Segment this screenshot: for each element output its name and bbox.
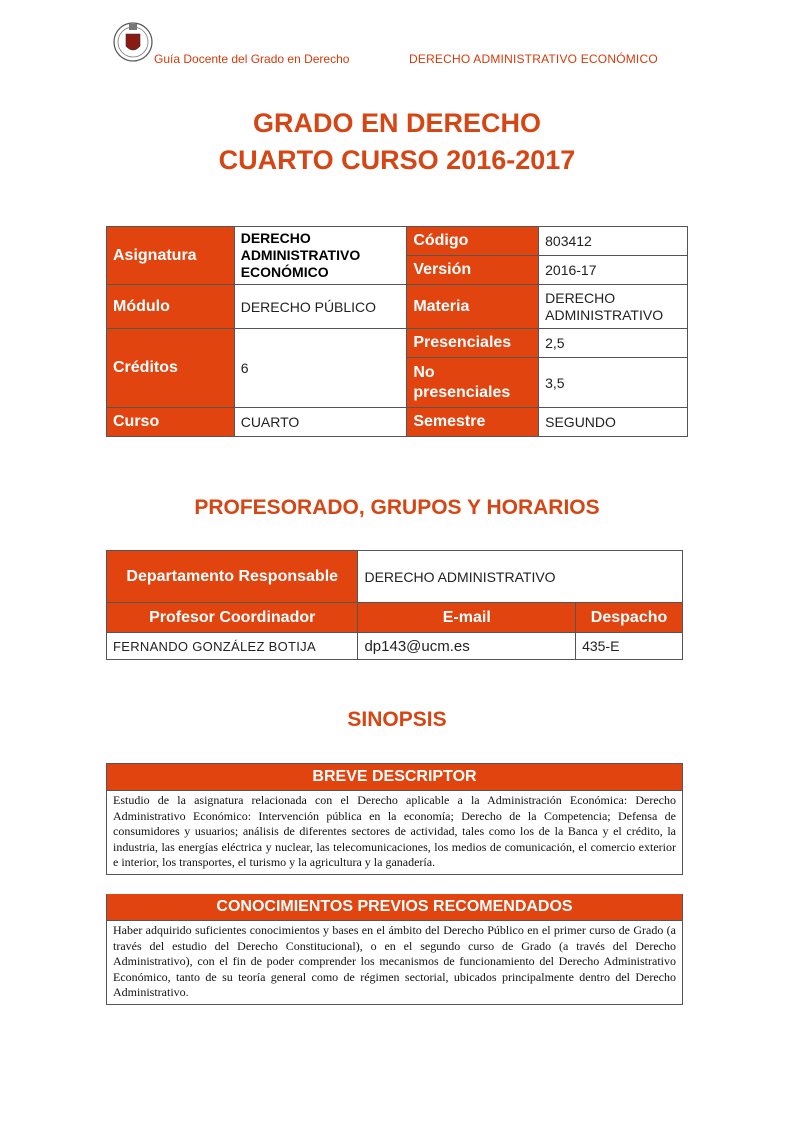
header-profesor: Profesor Coordinador bbox=[107, 603, 358, 633]
version-value: 2016-17 bbox=[539, 256, 688, 285]
header-despacho: Despacho bbox=[576, 603, 683, 633]
creditos-value: 6 bbox=[234, 329, 407, 408]
header-subject-title: DERECHO ADMINISTRATIVO ECONÓMICO bbox=[409, 52, 658, 66]
asignatura-label: Asignatura bbox=[107, 227, 235, 285]
curso-label: Curso bbox=[107, 408, 235, 437]
conocimientos-previos-text: Haber adquirido suficientes conocimientos y bases en el ámbito del Derecho Público en el primer curso de Grado (a través del estudio del Derecho Constitucional), o en el segundo curso de Grado (a través del Derecho Administrativo), con el fin de poder comprender los mecanismos de funcionamiento del Derecho Administrativo Económico, tanto de su teoría general como de régimen sectorial, ubicados principalmente dentro del Derecho Administrativo. bbox=[113, 923, 676, 999]
breve-descriptor-title: BREVE DESCRIPTOR bbox=[107, 764, 682, 791]
page-subtitle: CUARTO CURSO 2016-2017 bbox=[218, 145, 576, 175]
breve-descriptor-box bbox=[106, 763, 683, 875]
codigo-label: Código bbox=[407, 227, 539, 256]
section-sinopsis-heading: SINOPSIS bbox=[347, 708, 447, 731]
header-guide-title: Guía Docente del Grado en Derecho bbox=[154, 52, 350, 66]
header-email: E-mail bbox=[358, 603, 576, 633]
presenciales-label: Presenciales bbox=[407, 329, 539, 358]
subject-info-table bbox=[106, 226, 688, 437]
departamento-label: Departamento Responsable bbox=[107, 551, 358, 603]
materia-label: Materia bbox=[407, 285, 539, 329]
curso-value: CUARTO bbox=[234, 408, 407, 437]
departamento-value: DERECHO ADMINISTRATIVO bbox=[358, 551, 683, 603]
modulo-label: Módulo bbox=[107, 285, 235, 329]
semestre-label: Semestre bbox=[407, 408, 539, 437]
page-title: GRADO EN DERECHO bbox=[252, 108, 542, 138]
page-header bbox=[110, 14, 690, 70]
conocimientos-previos-title: CONOCIMIENTOS PREVIOS RECOMENDADOS bbox=[107, 894, 682, 921]
despacho-value: 435-E bbox=[576, 633, 683, 660]
profesor-name: FERNANDO GONZÁLEZ BOTIJA bbox=[107, 633, 358, 660]
section-profesorado-heading: PROFESORADO, GRUPOS Y HORARIOS bbox=[194, 496, 600, 519]
presenciales-value: 2,5 bbox=[539, 329, 688, 358]
asignatura-value: DERECHO ADMINISTRATIVO ECONÓMICO bbox=[234, 227, 407, 285]
materia-value: DERECHO ADMINISTRATIVO bbox=[539, 285, 688, 329]
no-presenciales-label: No presenciales bbox=[407, 358, 539, 408]
email-link[interactable]: dp143@ucm.es bbox=[358, 633, 576, 660]
profesorado-table bbox=[106, 550, 683, 660]
creditos-label: Créditos bbox=[107, 329, 235, 408]
breve-descriptor-text: Estudio de la asignatura relacionada con el Derecho aplicable a la Administración Económica: Derecho Administrativo Económico: Intervención pública en la economía; Derecho de la Competencia; Defensa de consumidores y usuarios; análisis de diferentes sectores de actividad, tales como los de la Banca y el crédito, la industria, las energías eléctrica y nuclear, las telecomunicaciones, los medios de comunicación, el comercio exterior e interior, los transportes, el turismo y la agricultura y la ganadería. bbox=[113, 793, 676, 869]
modulo-value: DERECHO PÚBLICO bbox=[234, 285, 407, 329]
no-presenciales-value: 3,5 bbox=[539, 358, 688, 408]
conocimientos-previos-box bbox=[106, 894, 683, 1005]
university-seal-icon bbox=[112, 16, 154, 68]
semestre-value: SEGUNDO bbox=[539, 408, 688, 437]
codigo-value: 803412 bbox=[539, 227, 688, 256]
version-label: Versión bbox=[407, 256, 539, 285]
